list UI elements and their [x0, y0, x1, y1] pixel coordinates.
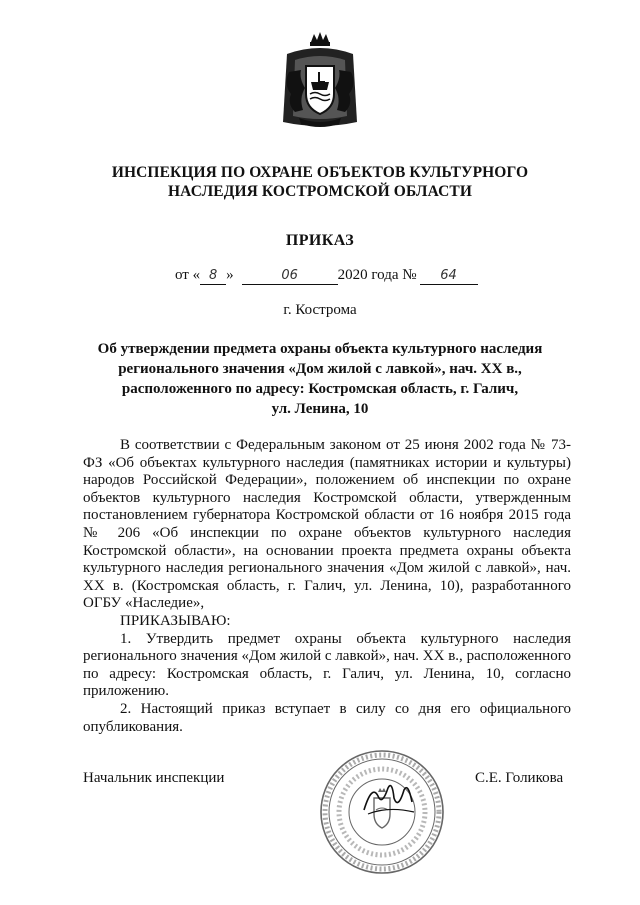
date-number-line	[175, 267, 478, 285]
month-field: 06	[242, 268, 338, 285]
document-title: ПРИКАЗ	[285, 232, 355, 249]
subject-line-2: регионального значения «Дом жилой с лавкой», нач. XX в.,	[118, 361, 522, 377]
signature-icon	[358, 776, 418, 822]
number-field: 64	[420, 268, 478, 285]
subject-line-4: ул. Ленина, 10	[271, 401, 369, 417]
city: г. Кострома	[283, 302, 357, 318]
date-prefix: от «	[175, 267, 201, 283]
subject-line-1: Об утверждении предмета охраны объекта культурного наследия	[97, 341, 543, 357]
coat-of-arms-icon	[281, 32, 359, 130]
preamble-paragraph: В соответствии с Федеральным законом от 25 июня 2002 года № 73-ФЗ «Об объектах культурного наследия (памятниках истории и культуры) народов Российской Федерации», положением об инспекции по охране объектов культурного наследия Костромской области, утвержденным постановлением губернатора Костромской области от 16 ноября 2015 года № 206 «Об инспекции по охране объектов культурного наследия Костромской области», на основании проекта предмета охраны объекта культурного наследия регионального значения «Дом жилой с лавкой», нач. XX в. (Костромская область, г. Галич, ул. Ленина, 10), разработанного ОГБУ «Наследие»,	[83, 437, 571, 612]
organization-name-line-1: ИНСПЕКЦИЯ ПО ОХРАНЕ ОБЪЕКТОВ КУЛЬТУРНОГО	[111, 164, 529, 181]
signatory-role: Начальник инспекции	[83, 770, 225, 786]
order-word: ПРИКАЗЫВАЮ:	[120, 612, 231, 629]
subject-line-3: расположенного по адресу: Костромская область, г. Галич,	[121, 381, 519, 397]
signatory-name: С.Е. Голикова	[475, 770, 564, 786]
document-body	[83, 437, 571, 736]
order-item-1: 1. Утвердить предмет охраны объекта культурного наследия регионального значения «Дом жилой с лавкой», нач. XX в., расположенного по адресу: Костромская область, г. Галич, ул. Ленина, 10, согласно приложению.	[83, 630, 571, 700]
day-field: 8	[200, 268, 226, 285]
year-label: 2020 года №	[337, 267, 417, 283]
order-item-2: 2. Настоящий приказ вступает в силу со дня его официального опубликования.	[83, 700, 571, 735]
organization-name	[60, 163, 580, 201]
date-mid: »	[226, 267, 234, 283]
organization-name-line-2: НАСЛЕДИЯ КОСТРОМСКОЙ ОБЛАСТИ	[168, 183, 472, 200]
document-subject	[96, 339, 544, 419]
